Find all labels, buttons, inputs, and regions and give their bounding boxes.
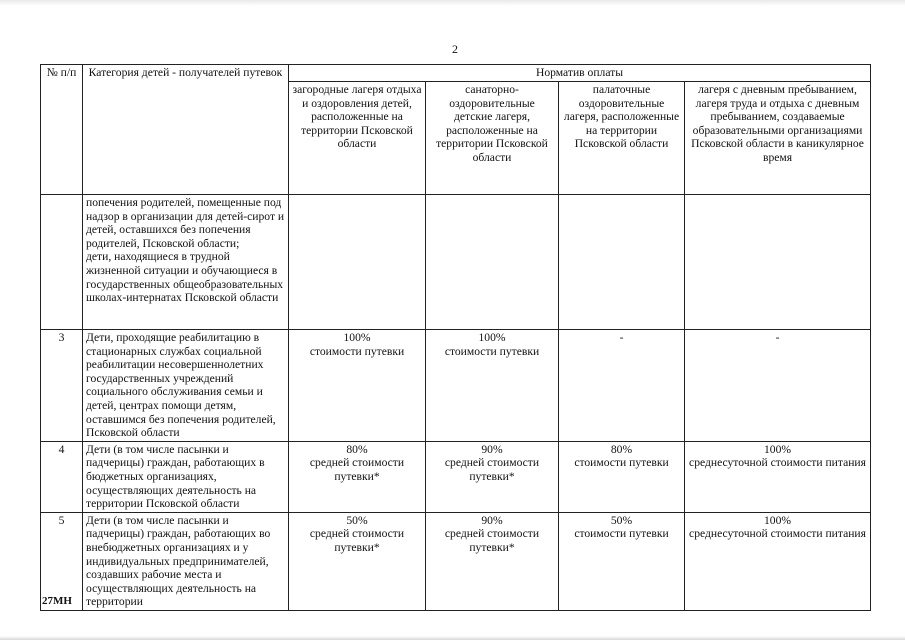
row-value bbox=[559, 512, 685, 610]
value-percent: 50% bbox=[346, 513, 368, 527]
value-percent: 90% bbox=[481, 442, 503, 456]
table-row bbox=[41, 441, 871, 512]
value-percent: 80% bbox=[610, 442, 633, 456]
table-row bbox=[41, 512, 871, 610]
row-value bbox=[685, 195, 871, 330]
value-text: средней стоимости путевки* bbox=[444, 527, 540, 554]
header-norm: Норматив оплаты bbox=[289, 65, 871, 82]
row-value bbox=[289, 330, 426, 442]
row-value: - bbox=[685, 330, 871, 442]
value-percent: 100% bbox=[763, 442, 792, 456]
row-category: Дети, проходящие реабилитацию в стационарных службах социальной реабилитации несовершеннолетних государственных учреждений социального обслуживания семьи и детей, центрах помощи детям, оставшимся без попечения родителей, Псковской области bbox=[83, 330, 289, 442]
header-category: Категория детей - получателей путевок bbox=[83, 65, 289, 195]
header-col-day-camps: лагеря с дневным пребыванием, лагеря труда и отдыха с дневным пребыванием, создаваемые образовательными организациями Псковской области в каникулярное время bbox=[685, 82, 871, 195]
value-percent: 50% bbox=[610, 513, 633, 527]
row-num: 4 bbox=[41, 441, 83, 512]
header-col-country-camps: загородные лагеря отдыха и оздоровления детей, расположенные на территории Псковской области bbox=[289, 82, 426, 195]
header-num: № п/п bbox=[41, 65, 83, 195]
row-value bbox=[289, 441, 426, 512]
row-value: - bbox=[559, 330, 685, 442]
value-text: средней стоимости путевки* bbox=[309, 527, 405, 554]
table-row bbox=[41, 330, 871, 442]
header-col-sanatorium-camps: санаторно-оздоровительные детские лагеря, расположенные на территории Псковской области bbox=[426, 82, 559, 195]
value-percent: 80% bbox=[346, 442, 368, 456]
value-text: стоимости путевки bbox=[574, 527, 669, 541]
row-value bbox=[559, 441, 685, 512]
header-col-tent-camps: палаточные оздоровительные лагеря, расположенные на территории Псковской области bbox=[559, 82, 685, 195]
row-value bbox=[289, 195, 426, 330]
row-category bbox=[83, 195, 289, 330]
value-percent: 100% bbox=[478, 331, 506, 344]
row-value bbox=[685, 512, 871, 610]
value-text: стоимости путевки bbox=[574, 456, 669, 470]
value-text: средней стоимости путевки* bbox=[309, 456, 405, 483]
row-value bbox=[426, 441, 559, 512]
norms-table bbox=[40, 64, 871, 611]
category-paragraph: попечения родителей, помещенные под надзор в организации для детей-сирот и детей, оставшихся без попечения родителей, Псковской области; bbox=[86, 196, 285, 250]
value-text: среднесуточной стоимости питания bbox=[689, 527, 866, 541]
value-text: стоимости путевки bbox=[309, 344, 405, 358]
row-category: Дети (в том числе пасынки и падчерицы) граждан, работающих во внебюджетных организациях и у индивидуальных предпринимателей, создавших рабочие места и осуществляющих деятельность на территории bbox=[83, 512, 289, 610]
row-num bbox=[41, 195, 83, 330]
row-value bbox=[685, 441, 871, 512]
value-text: стоимости путевки bbox=[444, 344, 540, 358]
scan-bottom-edge bbox=[0, 636, 905, 640]
footer-code: 27МН bbox=[42, 595, 72, 607]
value-percent: 100% bbox=[763, 513, 792, 527]
header-row-1 bbox=[41, 65, 871, 82]
value-text: среднесуточной стоимости питания bbox=[689, 456, 866, 470]
row-value bbox=[426, 195, 559, 330]
row-category: Дети (в том числе пасынки и падчерицы) граждан, работающих в бюджетных организациях, осуществляющих деятельность на территории Псковской области bbox=[83, 441, 289, 512]
page-number: 2 bbox=[452, 42, 458, 56]
category-paragraph: дети, находящиеся в трудной жизненной ситуации и обучающиеся в государственных общеобразовательных школах-интернатах Псковской области bbox=[86, 250, 284, 305]
row-value bbox=[559, 195, 685, 330]
value-text: средней стоимости путевки* bbox=[444, 456, 540, 483]
value-percent: 90% bbox=[481, 513, 503, 527]
scan-top-edge bbox=[0, 0, 905, 6]
table-row bbox=[41, 195, 871, 330]
row-num: 3 bbox=[41, 330, 83, 442]
row-value bbox=[426, 512, 559, 610]
value-percent: 100% bbox=[343, 331, 371, 344]
row-value bbox=[289, 512, 426, 610]
row-num: 5 bbox=[41, 512, 83, 610]
row-value bbox=[426, 330, 559, 442]
